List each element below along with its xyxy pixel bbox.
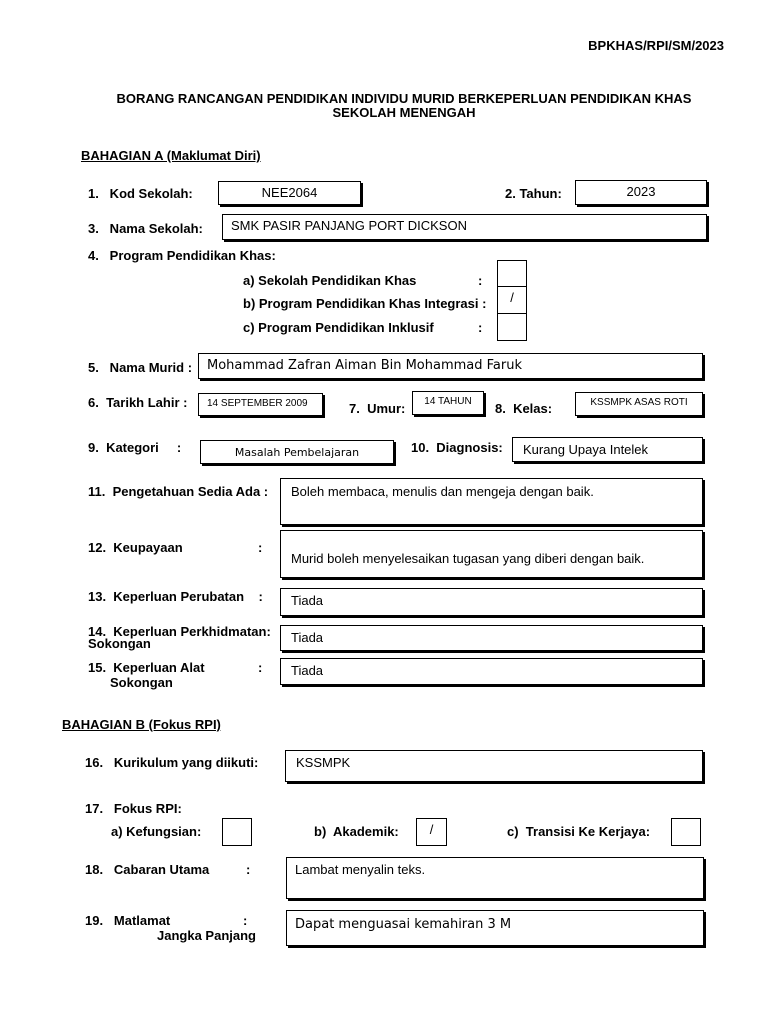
program-a-label: a) Sekolah Pendidikan Khas — [243, 273, 417, 288]
program-a-colon: : — [478, 273, 483, 288]
kelas-field[interactable]: KSSMPK ASAS ROTI — [575, 392, 703, 416]
transisi-label: c) Transisi Ke Kerjaya: — [507, 824, 651, 839]
perubatan-label: 13. Keperluan Perubatan : — [88, 589, 263, 604]
akademik-checkbox[interactable]: / — [416, 818, 447, 846]
program-a-checkbox[interactable] — [497, 260, 527, 287]
keupayaan-colon: : — [258, 540, 263, 555]
umur-field[interactable]: 14 TAHUN — [412, 391, 484, 415]
cabaran-colon: : — [246, 862, 251, 877]
program-b-checkbox[interactable]: / — [497, 286, 527, 314]
alat-label: 15. Keperluan Alat — [88, 660, 205, 675]
keupayaan-field[interactable]: Murid boleh menyelesaikan tugasan yang diberi dengan baik. — [280, 530, 703, 578]
fokus-rpi-label: 17. Fokus RPI: — [85, 801, 182, 816]
perkhidmatan-label: 14. Keperluan Perkhidmatan: — [88, 624, 271, 639]
nama-murid-label: 5. Nama Murid : — [88, 360, 193, 375]
perkhidmatan-label-2: Sokongan — [88, 636, 151, 651]
diagnosis-label: 10. Diagnosis: — [411, 440, 503, 455]
kod-sekolah-field[interactable]: NEE2064 — [218, 181, 361, 205]
umur-label: 7. Umur: — [349, 401, 406, 416]
tarikh-lahir-label: 6. Tarikh Lahir : — [88, 395, 188, 410]
kategori-field[interactable]: Masalah Pembelajaran — [200, 440, 394, 464]
program-label: 4. Program Pendidikan Khas: — [88, 248, 276, 263]
program-c-label: c) Program Pendidikan Inklusif — [243, 320, 434, 335]
kod-sekolah-label: 1. Kod Sekolah: — [88, 186, 193, 201]
akademik-label: b) Akademik: — [314, 824, 399, 839]
cabaran-field[interactable]: Lambat menyalin teks. — [286, 857, 704, 899]
matlamat-label-2: Jangka Panjang — [157, 928, 256, 943]
section-a-heading: BAHAGIAN A (Maklumat Diri) — [81, 148, 261, 163]
keupayaan-label: 12. Keupayaan — [88, 540, 183, 555]
alat-colon: : — [258, 660, 263, 675]
transisi-checkbox[interactable] — [671, 818, 701, 846]
matlamat-field[interactable]: Dapat menguasai kemahiran 3 M — [286, 910, 704, 946]
kelas-label: 8. Kelas: — [495, 401, 553, 416]
pengetahuan-field[interactable]: Boleh membaca, menulis dan mengeja dengan baik. — [280, 478, 703, 525]
program-c-colon: : — [478, 320, 483, 335]
section-b-heading: BAHAGIAN B (Fokus RPI) — [62, 717, 221, 732]
kurikulum-field[interactable]: KSSMPK — [285, 750, 703, 782]
cabaran-label: 18. Cabaran Utama — [85, 862, 210, 877]
tarikh-lahir-field[interactable]: 14 SEPTEMBER 2009 — [198, 393, 323, 416]
matlamat-colon: : — [243, 913, 248, 928]
tahun-field[interactable]: 2023 — [575, 180, 707, 205]
diagnosis-field[interactable]: Kurang Upaya Intelek — [512, 437, 703, 462]
pengetahuan-label: 11. Pengetahuan Sedia Ada : — [88, 484, 269, 499]
nama-sekolah-field[interactable]: SMK PASIR PANJANG PORT DICKSON — [222, 214, 707, 240]
kefungsian-label: a) Kefungsian: — [111, 824, 202, 839]
alat-field[interactable]: Tiada — [280, 658, 703, 685]
form-title-line1: BORANG RANCANGAN PENDIDIKAN INDIVIDU MURID BERKEPERLUAN PENDIDIKAN KHAS — [116, 91, 692, 106]
perubatan-field[interactable]: Tiada — [280, 588, 703, 616]
nama-murid-field[interactable]: Mohammad Zafran Aiman Bin Mohammad Faruk — [198, 353, 703, 379]
form-title-line2: SEKOLAH MENENGAH — [332, 105, 476, 120]
program-c-checkbox[interactable] — [497, 313, 527, 341]
nama-sekolah-label: 3. Nama Sekolah: — [88, 221, 203, 236]
program-b-label: b) Program Pendidikan Khas Integrasi : — [243, 296, 487, 311]
matlamat-label: 19. Matlamat — [85, 913, 171, 928]
kategori-label: 9. Kategori : — [88, 440, 182, 455]
document-code: BPKHAS/RPI/SM/2023 — [588, 38, 724, 53]
alat-label-2: Sokongan — [110, 675, 173, 690]
tahun-label: 2. Tahun: — [505, 186, 562, 201]
kefungsian-checkbox[interactable] — [222, 818, 252, 846]
kurikulum-label: 16. Kurikulum yang diikuti: — [85, 755, 259, 770]
perkhidmatan-field[interactable]: Tiada — [280, 625, 703, 651]
